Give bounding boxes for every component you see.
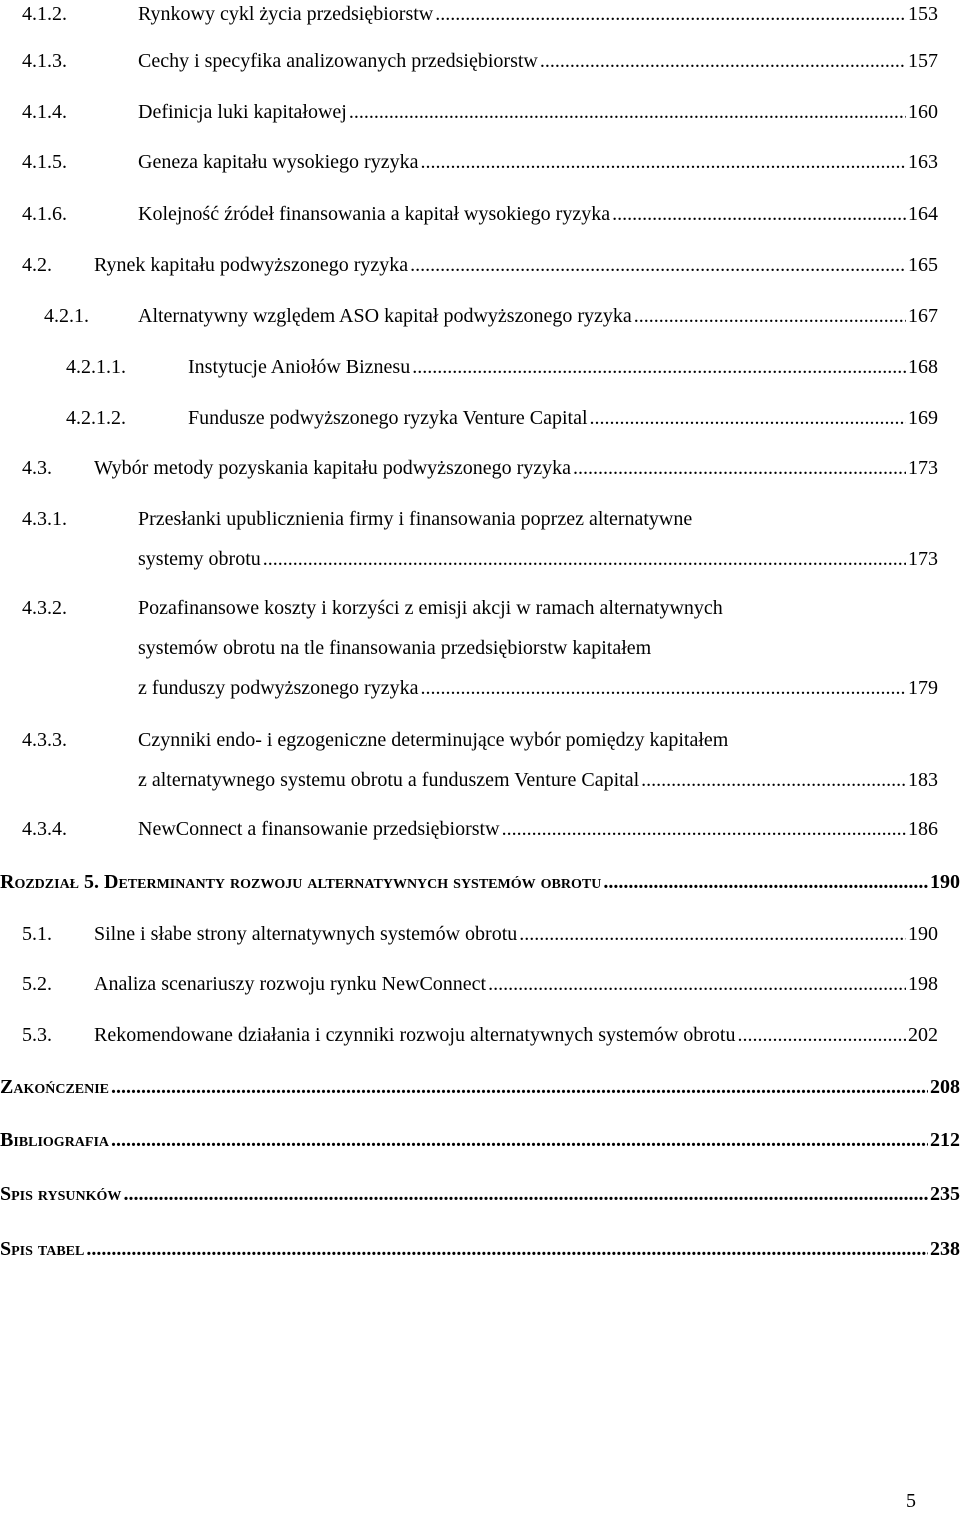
toc-leader — [111, 1120, 928, 1160]
toc-leader — [410, 245, 906, 285]
toc-title: z alternatywnego systemu obrotu a funduszem Venture Capital — [138, 769, 640, 791]
toc-chapter-title: Rozdział 5. Determinanty rozwoju alternatywnych systemów obrotu — [0, 871, 602, 893]
toc-number: 4.3.1. — [22, 508, 67, 530]
toc-leader — [540, 41, 906, 81]
toc-title: systemy obrotu — [138, 548, 261, 570]
toc-page-ref: 173 — [908, 548, 938, 570]
toc-entry[interactable] — [22, 448, 960, 488]
toc-chapter-entry[interactable] — [0, 862, 960, 902]
toc-chapter-title: Spis rysunków — [0, 1183, 122, 1205]
toc-title: Instytucje Aniołów Biznesu — [188, 356, 411, 378]
toc-leader — [86, 1229, 928, 1269]
toc-page-ref: 186 — [908, 818, 938, 840]
toc-title: Silne i słabe strony alternatywnych systemów obrotu — [94, 923, 518, 945]
toc-number: 5.3. — [22, 1024, 52, 1046]
toc-leader — [573, 448, 906, 488]
toc-number: 4.1.6. — [22, 203, 67, 225]
toc-title-line: systemów obrotu na tle finansowania przedsiębiorstw kapitałem — [138, 637, 652, 659]
toc-title: Analiza scenariuszy rozwoju rynku NewConnect — [94, 973, 487, 995]
toc-title: Rynek kapitału podwyższonego ryzyka — [94, 254, 409, 276]
toc-chapter-entry[interactable] — [0, 1174, 960, 1214]
toc-page-ref: 167 — [908, 305, 938, 327]
toc-entry[interactable] — [22, 142, 960, 182]
toc-chapter-title: Bibliografia — [0, 1129, 110, 1151]
toc-entry[interactable] — [22, 809, 960, 849]
toc-entry[interactable] — [22, 1015, 960, 1055]
toc-leader — [603, 862, 928, 902]
toc-leader — [502, 809, 906, 849]
toc-number: 4.1.4. — [22, 101, 67, 123]
toc-page-ref: 160 — [908, 101, 938, 123]
toc-page-ref: 168 — [908, 356, 938, 378]
toc-page-ref: 163 — [908, 151, 938, 173]
toc-number: 4.1.5. — [22, 151, 67, 173]
toc-entry[interactable] — [22, 0, 960, 34]
toc-number: 5.1. — [22, 923, 52, 945]
toc-title-line: Pozafinansowe koszty i korzyści z emisji akcji w ramach alternatywnych — [138, 597, 723, 619]
toc-number: 4.3.2. — [22, 597, 67, 619]
toc-page-ref: 198 — [908, 973, 938, 995]
toc-entry[interactable] — [66, 398, 960, 438]
toc-leader — [488, 964, 906, 1004]
toc-title-line: Przesłanki upublicznienia firmy i finansowania poprzez alternatywne — [138, 508, 693, 530]
toc-page-ref: 238 — [930, 1238, 960, 1260]
toc-title: Rynkowy cykl życia przedsiębiorstw — [138, 3, 434, 25]
toc-chapter-entry[interactable] — [0, 1067, 960, 1107]
toc-page-ref: 153 — [908, 3, 938, 25]
toc-leader — [435, 0, 906, 34]
toc-title: Fundusze podwyższonego ryzyka Venture Capital — [188, 407, 588, 429]
toc-entry[interactable] — [22, 92, 960, 132]
toc-title: Kolejność źródeł finansowania a kapitał wysokiego ryzyka — [138, 203, 611, 225]
toc-leader — [263, 539, 906, 579]
toc-page-ref: 183 — [908, 769, 938, 791]
toc-page-ref: 212 — [930, 1129, 960, 1151]
toc-entry[interactable] — [44, 296, 960, 336]
toc-chapter-title: Spis tabel — [0, 1238, 85, 1260]
toc-number: 4.2.1.1. — [66, 356, 126, 378]
toc-entry[interactable] — [66, 347, 960, 387]
toc-number: 5.2. — [22, 973, 52, 995]
toc-page-ref: 157 — [908, 50, 938, 72]
toc-entry[interactable] — [22, 245, 960, 285]
toc-title: Rekomendowane działania i czynniki rozwoju alternatywnych systemów obrotu — [94, 1024, 736, 1046]
toc-page-ref: 169 — [908, 407, 938, 429]
toc-chapter-entry[interactable] — [0, 1120, 960, 1160]
toc-leader — [420, 668, 906, 708]
toc-number: 4.2.1. — [44, 305, 89, 327]
toc-entry[interactable] — [22, 499, 960, 579]
toc-title: Geneza kapitału wysokiego ryzyka — [138, 151, 419, 173]
toc-number: 4.1.3. — [22, 50, 67, 72]
toc-page-ref: 190 — [908, 923, 938, 945]
toc-page-ref: 165 — [908, 254, 938, 276]
toc-chapter-title: Zakończenie — [0, 1076, 110, 1098]
toc-entry[interactable] — [22, 914, 960, 954]
toc-page-ref: 179 — [908, 677, 938, 699]
toc-leader — [737, 1015, 906, 1055]
toc-leader — [519, 914, 906, 954]
toc-number: 4.3. — [22, 457, 52, 479]
toc-title: Alternatywny względem ASO kapitał podwyższonego ryzyka — [138, 305, 632, 327]
toc-number: 4.1.2. — [22, 3, 67, 25]
toc-leader — [590, 398, 906, 438]
toc-leader — [420, 142, 906, 182]
toc-title: z funduszy podwyższonego ryzyka — [138, 677, 419, 699]
toc-title: Definicja luki kapitałowej — [138, 101, 347, 123]
toc-number: 4.3.4. — [22, 818, 67, 840]
toc-entry[interactable] — [22, 194, 960, 234]
toc-page-ref: 235 — [930, 1183, 960, 1205]
toc-entry[interactable] — [22, 41, 960, 81]
toc-page-ref: 164 — [908, 203, 938, 225]
toc-leader — [412, 347, 906, 387]
page-number: 5 — [906, 1490, 916, 1512]
toc-leader — [612, 194, 906, 234]
toc-leader — [123, 1174, 928, 1214]
toc-chapter-entry[interactable] — [0, 1229, 960, 1269]
toc-leader — [349, 92, 906, 132]
toc-leader — [634, 296, 906, 336]
toc-page-ref: 173 — [908, 457, 938, 479]
toc-title-line: Czynniki endo- i egzogeniczne determinujące wybór pomiędzy kapitałem — [138, 729, 729, 751]
toc-number: 4.2.1.2. — [66, 407, 126, 429]
toc-page-ref: 190 — [930, 871, 960, 893]
toc-number: 4.2. — [22, 254, 52, 276]
toc-entry[interactable] — [22, 720, 960, 800]
toc-leader — [111, 1067, 928, 1107]
toc-leader — [641, 760, 906, 800]
toc-number: 4.3.3. — [22, 729, 67, 751]
toc-page-ref: 202 — [908, 1024, 938, 1046]
toc-entry[interactable] — [22, 964, 960, 1004]
toc-title: Cechy i specyfika analizowanych przedsiębiorstw — [138, 50, 538, 72]
toc-entry[interactable] — [22, 588, 960, 708]
toc-title: NewConnect a finansowanie przedsiębiorstw — [138, 818, 500, 840]
toc-title: Wybór metody pozyskania kapitału podwyższonego ryzyka — [94, 457, 571, 479]
toc-page-ref: 208 — [930, 1076, 960, 1098]
